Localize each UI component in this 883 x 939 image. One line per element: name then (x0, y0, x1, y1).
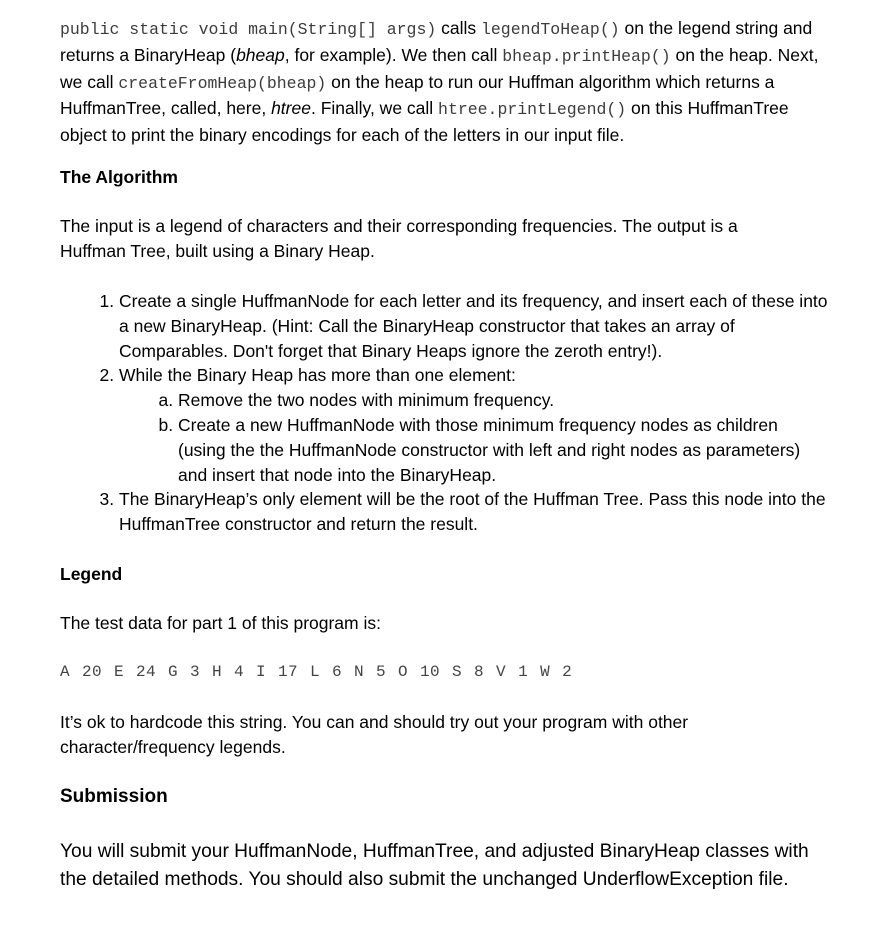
step-2b (178, 413, 829, 487)
step-3 (119, 487, 829, 537)
submission-heading: Submission (60, 786, 168, 807)
step-2a (178, 388, 829, 413)
algorithm-paragraph: The input is a legend of characters and their corresponding frequencies. The output is a Huffman Tree, built using a Binary Heap. (60, 216, 738, 261)
legend-heading: Legend (60, 564, 123, 584)
intro-text: on the heap. Next, we call (60, 44, 819, 92)
code-main-signature: public static void main(String[] args) (60, 20, 437, 39)
intro-text: . Finally, we call (310, 98, 439, 119)
step-2a-text: Remove the two nodes with minimum frequency. (178, 390, 555, 411)
code-legendToHeap: legendToHeap() (481, 20, 620, 39)
submission-text: You will submit your HuffmanNode, HuffmanTree, and adjusted BinaryHeap classes with the detailed methods. You should also submit the unchanged UnderflowException file. (60, 841, 809, 890)
code-createFromHeap: createFromHeap(bheap) (118, 73, 327, 93)
step-2-text: While the Binary Heap has more than one element: (119, 365, 516, 386)
intro-text: calls (436, 18, 481, 38)
step-3-text: The BinaryHeap’s only element will be the root of the Huffman Tree. Pass this node into the HuffmanTree constructor and return the result. (119, 489, 826, 535)
em-htree: htree (271, 98, 311, 119)
code-printLegend: htree.printLegend() (438, 100, 627, 120)
legend-intro: The test data for part 1 of this program is: (60, 613, 381, 633)
algorithm-steps (60, 289, 829, 537)
intro-text: on this HuffmanTree object to print the binary encodings for each of the letters in our input file. (60, 98, 789, 146)
step-1-text: Create a single HuffmanNode for each letter and its frequency, and insert each of these into a new BinaryHeap. (Hint: Call the BinaryHeap constructor that takes an array of Comparables. Don't forget that Binary Heaps ignore the zeroth entry!). (119, 291, 828, 361)
em-bheap: bheap (236, 44, 285, 65)
step-2b-text: Create a new HuffmanNode with those minimum frequency nodes as children (using the the HuffmanNode constructor with left and right nodes as parameters) and insert that node into the BinaryHeap. (178, 414, 801, 485)
intro-text: , for example). We then call (284, 44, 503, 65)
legend-note: It’s ok to hardcode this string. You can and should try out your program with other character/frequency legends. (60, 712, 689, 757)
algorithm-heading: The Algorithm (60, 167, 178, 187)
code-printHeap: bheap.printHeap() (502, 46, 671, 66)
step-2-substeps (119, 388, 829, 487)
step-2 (119, 363, 829, 487)
intro-text: on the heap to run our Huffman algorithm which returns a HuffmanTree, called, here, (60, 71, 775, 119)
intro-paragraph (60, 16, 830, 148)
legend-data: A 20 E 24 G 3 H 4 I 17 L 6 N 5 O 10 S 8 V 1 W 2 (60, 663, 573, 681)
step-1 (119, 289, 829, 363)
intro-text: on the legend string and returns a BinaryHeap ( (60, 18, 813, 65)
